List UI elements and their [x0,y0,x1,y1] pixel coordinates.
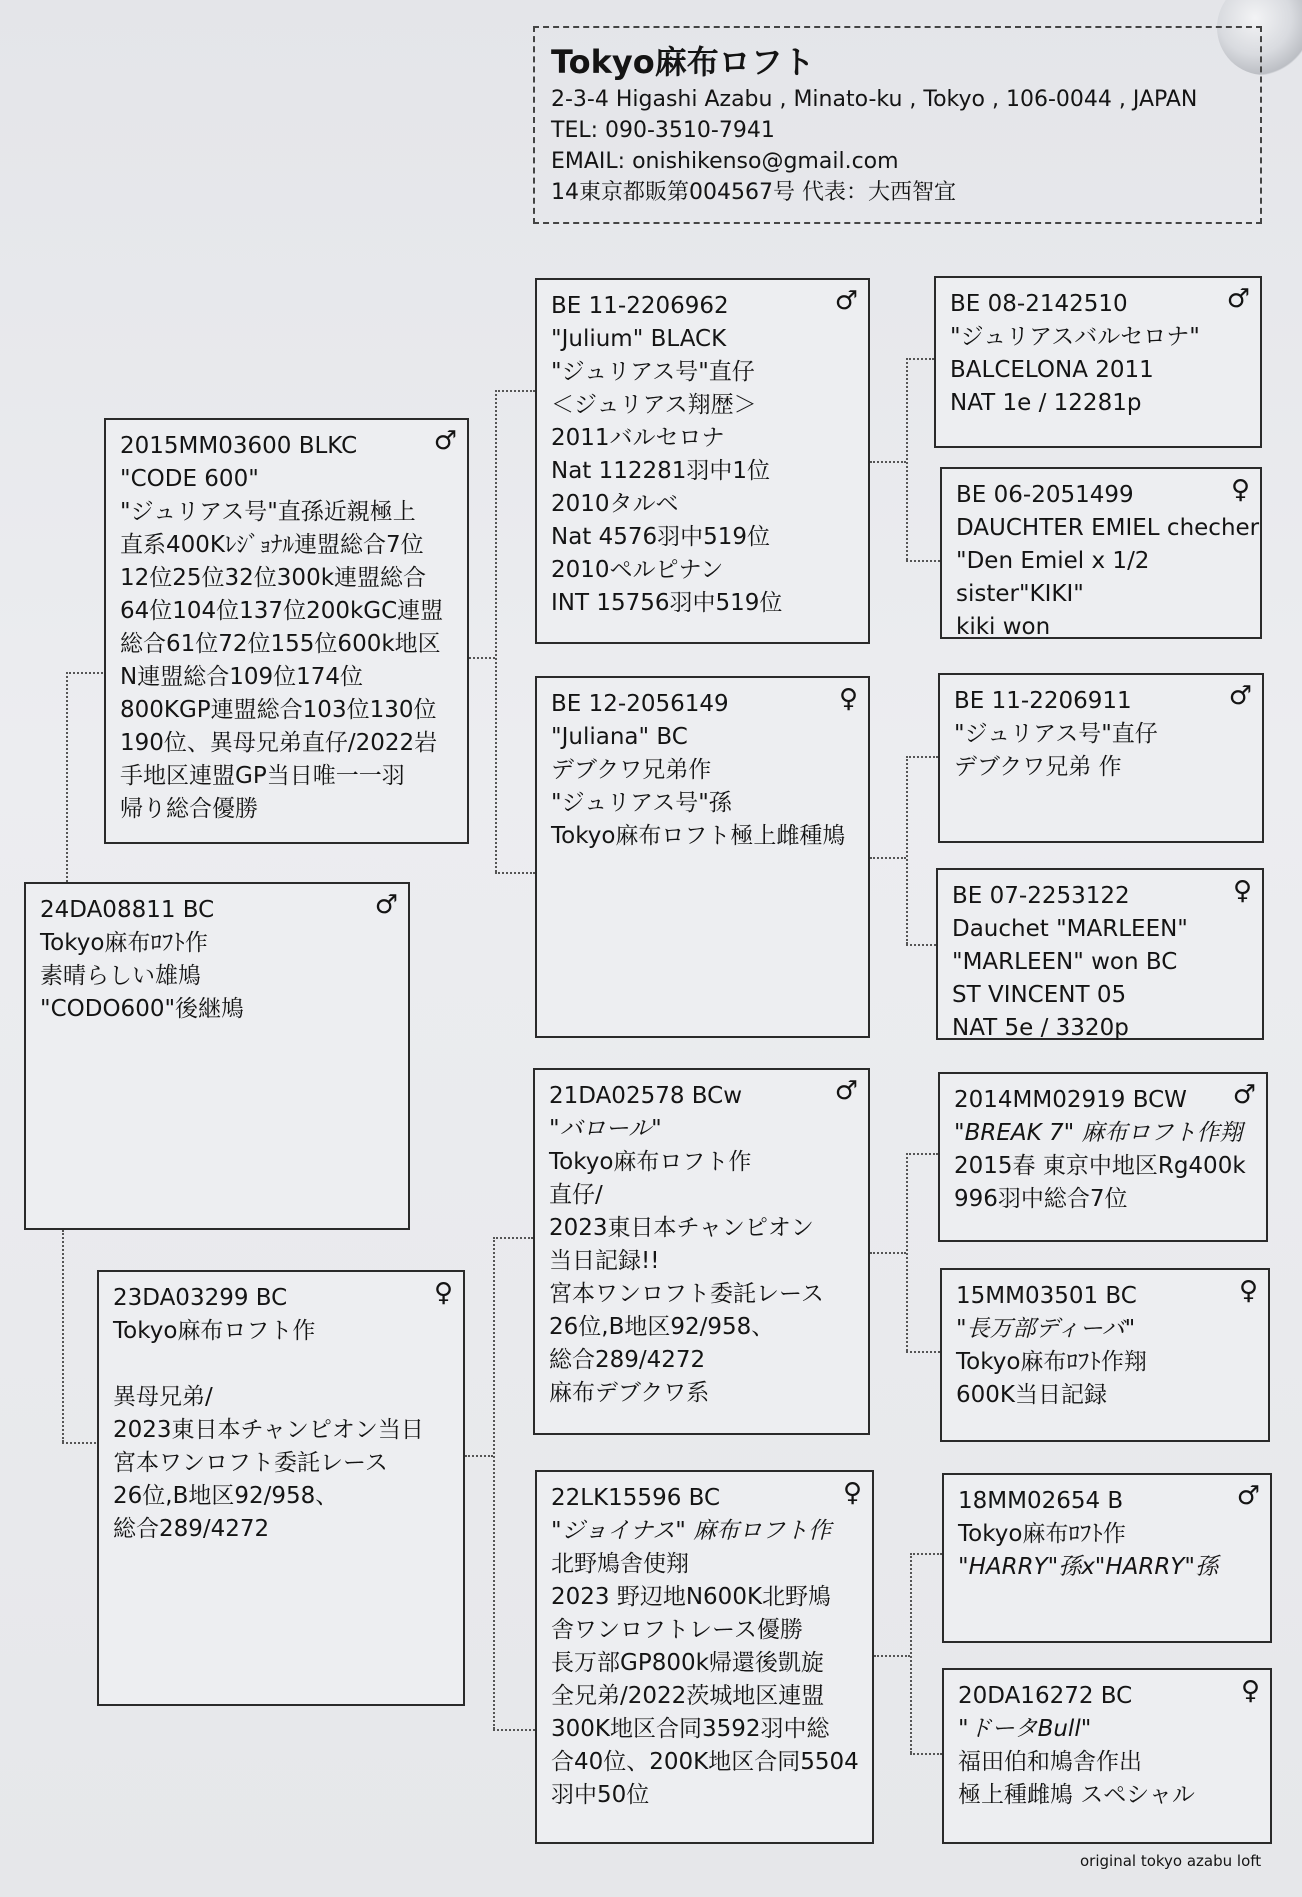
male-symbol-icon: ♂ [1236,1481,1260,1511]
card-line: 異母兄弟/ [113,1384,213,1410]
connector-sd-v [906,756,908,944]
subject-card [24,882,410,1230]
card-line: Tokyo麻布ﾛﾌﾄ作 [958,1521,1126,1547]
ring-number: BE 08-2142510 [950,291,1128,317]
card-line: sister"KIKI" [956,581,1084,607]
card-line: 2023 野辺地N600K北野鳩 [551,1584,832,1610]
card-line: 総合289/4272 [113,1516,270,1542]
sdd-card [936,868,1264,1040]
card-line: "MARLEEN" won BC [952,949,1178,975]
connector-ss-ssd [906,560,940,562]
card-line: 996羽中総合7位 [954,1186,1128,1212]
card-line: ST VINCENT 05 [952,982,1127,1008]
male-symbol-icon: ♂ [834,286,858,316]
connector-ds-v [906,1153,908,1351]
dam-dam-card [535,1470,874,1844]
card-line: 極上種雌鳩 スペシャル [958,1782,1195,1808]
card-line: 宮本ワンロフト委託レース [113,1450,388,1476]
card-line: 12位25位32位300k連盟総合 [120,565,427,591]
connector-sd-sds [906,756,938,758]
card-line: 2011バルセロナ [551,425,725,451]
dds-card [942,1473,1272,1643]
connector-ds-dsd [906,1351,940,1353]
connector-sire-v [495,390,497,872]
card-line: 手地区連盟GP当日唯一一羽 [120,763,405,789]
sss-card [934,276,1262,448]
card-line: BALCELONA 2011 [950,357,1154,383]
connector-ds-out [870,1252,906,1254]
sds-card [938,673,1264,843]
card-line: 総合289/4272 [549,1347,706,1373]
male-symbol-icon: ♂ [1226,284,1250,314]
ring-number: BE 06-2051499 [956,482,1134,508]
card-line: デブクワ兄弟作 [551,757,712,783]
card-line: 2010ペルピナン [551,557,724,583]
dss-card [938,1072,1268,1242]
connector-ss-v [906,358,908,560]
loft-phone: TEL: 090-3510-7941 [551,118,775,143]
card-line: 羽中50位 [551,1782,650,1808]
card-line: 直仔/ [549,1182,603,1208]
sire-dam-card [535,676,870,1038]
card-line: 福田伯和鳩舎作出 [958,1749,1142,1775]
connector-dd-dds [910,1553,942,1555]
card-line: 2010タルベ [551,491,679,517]
card-line: 26位,B地区92/958、 [549,1314,775,1340]
connector-subject-sire [66,672,106,674]
female-symbol-icon: ♀ [1240,1676,1260,1706]
card-line: "ジュリアス号"直仔 [954,721,1158,747]
female-symbol-icon: ♀ [838,684,858,714]
connector-dam-v [493,1237,495,1729]
dsd-card [940,1268,1270,1442]
pigeon-name: "ジョイナス" 麻布ロフト作 [551,1518,832,1544]
card-line: 2023東日本チャンピオン当日 [113,1417,424,1443]
card-line: 総合61位72位155位600k地区 [120,631,441,657]
ring-number: 22LK15596 BC [551,1485,721,1511]
card-line: 800KGP連盟総合103位130位 [120,697,437,723]
card-line: Tokyo麻布ﾛﾌﾄ作翔 [956,1349,1147,1375]
ddd-card [942,1668,1272,1844]
card-line: 26位,B地区92/958、 [113,1483,339,1509]
card-line: NAT 5e / 3320p [952,1015,1129,1041]
pigeon-name: "ドータBull" [958,1716,1092,1742]
dam-sire-card [533,1068,870,1435]
card-line: Nat 112281羽中1位 [551,458,771,484]
card-line: 300K地区合同3592羽中総 [551,1716,830,1742]
female-symbol-icon: ♀ [842,1478,862,1508]
pigeon-name: "長万部ディーバ" [956,1316,1136,1342]
card-line: "HARRY"孫x"HARRY"孫 [958,1554,1219,1580]
ring-number: BE 07-2253122 [952,883,1130,909]
ring-number: BE 12-2056149 [551,691,729,717]
loft-license: 14東京都販第004567号 代表：大西智宜 [551,180,956,205]
female-symbol-icon: ♀ [1238,1276,1258,1306]
loft-header [533,26,1262,224]
female-symbol-icon: ♀ [1232,876,1252,906]
connector-subject-dam [62,1442,100,1444]
connector-sire-ss [495,390,535,392]
card-line [113,1348,449,1381]
female-symbol-icon: ♀ [1230,475,1250,505]
card-line: 麻布デブクワ系 [549,1380,710,1406]
card-line: NAT 1e / 12281p [950,390,1142,416]
sire-sire-card [535,278,870,644]
card-line: 当日記録!! [549,1248,660,1274]
card-line: 長万部GP800k帰還後凱旋 [551,1650,824,1676]
male-symbol-icon: ♂ [1232,1080,1256,1110]
card-line: "CODO600"後継鳩 [40,996,245,1022]
card-line: 宮本ワンロフト委託レース [549,1281,824,1307]
ring-number: BE 11-2206962 [551,293,729,319]
connector-subject-dam-v [62,1230,64,1442]
card-line: Dauchet "MARLEEN" [952,916,1188,942]
loft-email: EMAIL: onishikenso@gmail.com [551,149,899,174]
connector-dam-ds [493,1237,533,1239]
card-line: INT 15756羽中519位 [551,590,783,616]
card-line: 帰り総合優勝 [120,796,258,822]
connector-subject-parents [66,672,68,882]
pigeon-name: "バロール" [549,1116,662,1142]
card-line: 2023東日本チャンピオン [549,1215,814,1241]
card-line: デブクワ兄弟 作 [954,754,1122,780]
ring-number: 23DA03299 BC [113,1285,288,1311]
connector-ds-dss [906,1153,938,1155]
connector-dam-out [465,1455,493,1457]
male-symbol-icon: ♂ [834,1076,858,1106]
card-line: 全兄弟/2022茨城地区連盟 [551,1683,825,1709]
card-line: "ジュリアス号"直孫近親極上 [120,499,416,525]
card-line: 北野鳩舎使翔 [551,1551,689,1577]
card-line: 2015春 東京中地区Rg400k [954,1153,1246,1179]
sire-card [104,418,469,844]
female-symbol-icon: ♀ [433,1278,453,1308]
connector-dd-ddd [910,1753,942,1755]
card-line: kiki won [956,614,1051,640]
connector-ss-out [870,461,906,463]
loft-address: 2-3-4 Higashi Azabu , Minato-ku , Tokyo , 106-0044 , JAPAN [551,87,1198,112]
male-symbol-icon: ♂ [374,890,398,920]
card-line: Tokyo麻布ロフト作 [549,1149,752,1175]
ring-number: 24DA08811 BC [40,897,215,923]
card-line: 64位104位137位200kGC連盟 [120,598,444,624]
connector-ss-sss [906,358,934,360]
card-line: Tokyo麻布ロフト極上雌種鳩 [551,823,846,849]
card-line: Nat 4576羽中519位 [551,524,771,550]
ring-number: 21DA02578 BCw [549,1083,743,1109]
male-symbol-icon: ♂ [433,426,457,456]
card-line: "ジュリアスバルセロナ" [950,324,1200,350]
connector-dam-dd [493,1729,535,1731]
card-line: Tokyo麻布ﾛﾌﾄ作 [40,930,208,956]
card-line: "Juliana" BC [551,724,688,750]
connector-sd-sdd [906,944,936,946]
footer-credit: original tokyo azabu loft [1080,1852,1262,1870]
card-line: "ジュリアス号"直仔 [551,359,755,385]
card-line: 190位、異母兄弟直仔/2022岩 [120,730,438,756]
card-line: ＜ジュリアス翔歴＞ [551,392,757,418]
ssd-card [940,467,1262,639]
connector-dd-out [874,1655,910,1657]
ring-number: BE 11-2206911 [954,688,1132,714]
ring-number: 2015MM03600 BLKC [120,433,358,459]
dam-card [97,1270,465,1706]
card-line: 直系400Kﾚｼﾞｮﾅﾙ連盟総合7位 [120,532,424,558]
ring-number: 18MM02654 B [958,1488,1124,1514]
card-line: N連盟総合109位174位 [120,664,364,690]
ring-number: 15MM03501 BC [956,1283,1137,1309]
ring-number: 20DA16272 BC [958,1683,1133,1709]
card-line: 素晴らしい雄鳩 [40,963,201,989]
card-line: 合40位、200K地区合同5504 [551,1749,859,1775]
connector-sd-out [870,857,906,859]
card-line: "CODE 600" [120,466,259,492]
card-line: DAUCHTER EMIEL checher [956,515,1260,541]
card-line: "Den Emiel x 1/2 [956,548,1150,574]
loft-name: Tokyo麻布ロフト [551,43,815,81]
pigeon-name: "BREAK 7" 麻布ロフト作翔 [954,1120,1243,1146]
connector-dd-v [910,1553,912,1753]
card-line: "ジュリアス号"孫 [551,790,732,816]
card-line: 600K当日記録 [956,1382,1107,1408]
ring-number: 2014MM02919 BCW [954,1087,1187,1113]
card-line: "Julium" BLACK [551,326,727,352]
card-line: Tokyo麻布ロフト作 [113,1318,316,1344]
connector-sire-out [469,657,495,659]
connector-sire-sd [495,872,535,874]
male-symbol-icon: ♂ [1228,681,1252,711]
card-line: 舎ワンロフトレース優勝 [551,1617,803,1643]
